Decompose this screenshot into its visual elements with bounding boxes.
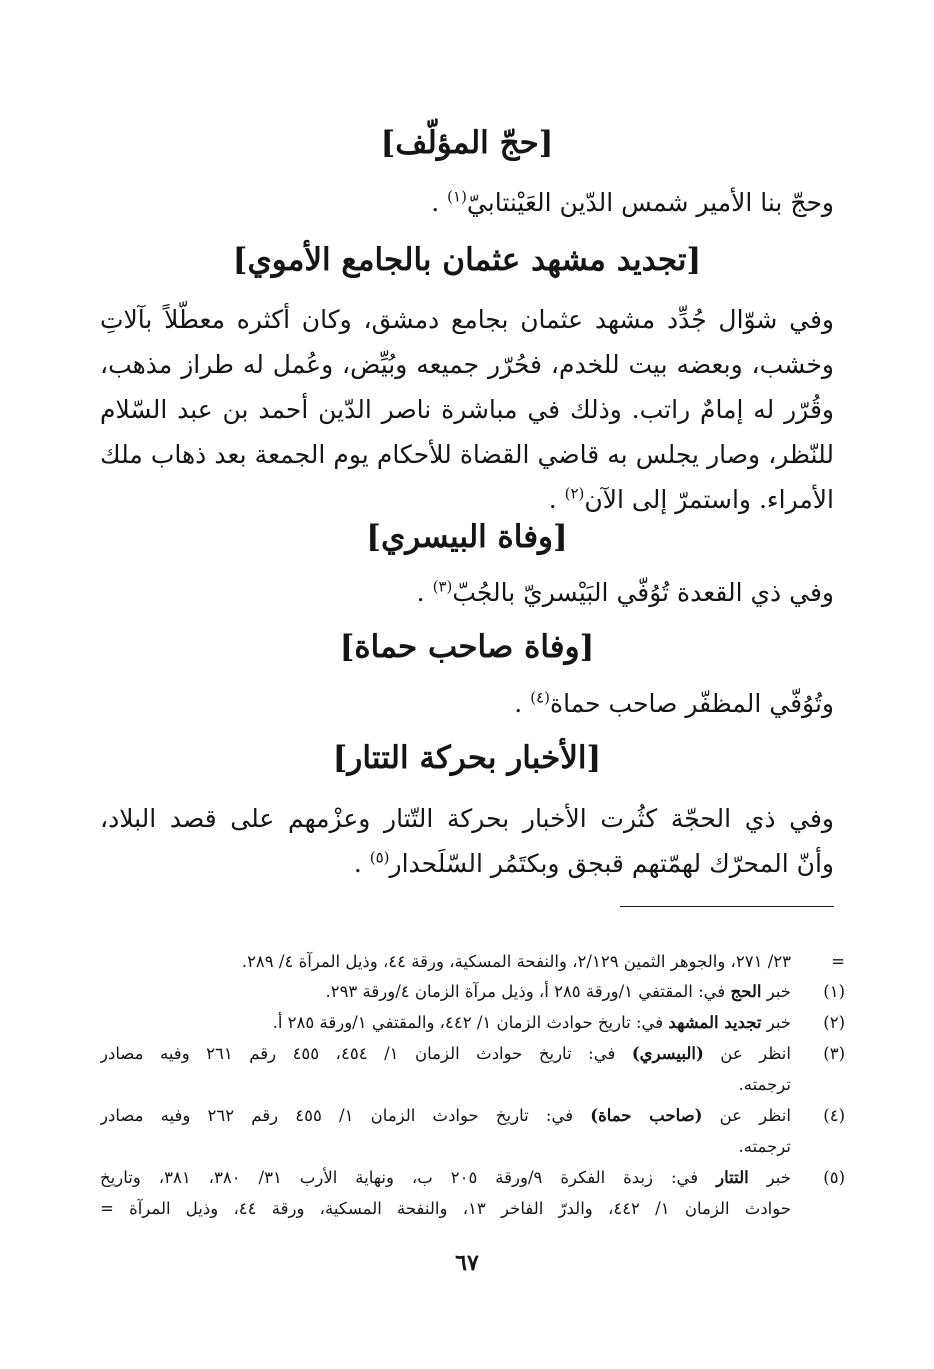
paragraph-line: وفي ذي الحجّة كثُرت الأخبار بحركة التّتار وعزْمهم على قصد البلاد، bbox=[100, 804, 834, 833]
footnote-text: انظر عن (البيسري) في: تاريخ حوادث الزمان ١/ ٤٥٤، ٤٥٥ رقم ٢٦١ وفيه مصادر bbox=[100, 1044, 791, 1063]
footnote-4 bbox=[100, 1100, 845, 1162]
section-heading-hama-ruler-death: [وفاة صاحب حماة] bbox=[339, 629, 595, 665]
footnote-3 bbox=[100, 1038, 845, 1100]
section-heading-author-hajj: [حجّ المؤلّف] bbox=[380, 125, 554, 161]
paragraph-baysari-death bbox=[100, 570, 834, 615]
footnote-2 bbox=[100, 1007, 845, 1038]
footnote-ref-4[interactable]: (٤) bbox=[530, 688, 550, 707]
footnote-text: خبر التتار في: زبدة الفكرة ٩/ورقة ٢٠٥ ب، ونهاية الأرب ٣١/ ٣٨٠، ٣٨١، وتاريخ bbox=[100, 1168, 791, 1187]
footnote-text: حوادث الزمان ١/ ٤٤٢، والدرّ الفاخر ١٣، والنفحة المسكية، ورقة ٤٤، وذيل المرآة = bbox=[100, 1199, 791, 1218]
paragraph-line: وفي ذي القعدة تُوُفّي البَيْسريّ بالجُبّ$^{(٣)}$ . bbox=[416, 577, 834, 607]
footnote-ref-1[interactable]: (١) bbox=[447, 187, 467, 206]
footnote-text: انظر عن (صاحب حماة) في: تاريخ حوادث الزمان ١/ ٤٥٥ رقم ٢٦٢ وفيه مصادر bbox=[100, 1106, 791, 1125]
section-heading-mashhad-renovation: [تجديد مشهد عثمان بالجامع الأموي] bbox=[232, 242, 702, 278]
footnote-text: ترجمته. bbox=[738, 1075, 791, 1094]
paragraph-line: وحجّ بنا الأمير شمس الدّين العَيْنتابيّ$^{(١)}$ . bbox=[431, 187, 834, 217]
footnote-ref-3[interactable]: (٣) bbox=[432, 577, 453, 596]
footnote-separator bbox=[620, 906, 834, 907]
footnote-number: (٥) bbox=[823, 1168, 845, 1187]
footnote-text: ٢٣/ ٢٧١، والجوهر الثمين ٢/١٢٩، والنفحة المسكية، ورقة ٤٤، وذيل المرآة ٤/ ٢٨٩. bbox=[241, 952, 791, 971]
footnote-number: (١) bbox=[823, 982, 845, 1001]
paragraph-line: وخشب، وبعضه بيت للخدم، فحُرّر جميعه وبُيِّض، وعُمل له طراز مذهب، bbox=[100, 350, 834, 379]
paragraph-line: وتُوُفّي المظفّر صاحب حماة$^{(٤)}$ . bbox=[514, 688, 834, 718]
footnote-1 bbox=[100, 976, 845, 1007]
section-heading-tatar-news: [الأخبار بحركة التتار] bbox=[332, 740, 602, 776]
section-heading-baysari-death: [وفاة البيسري] bbox=[366, 519, 568, 555]
page-number: ٦٧ bbox=[455, 1250, 479, 1276]
footnote-ref-2[interactable]: (٢) bbox=[564, 484, 585, 503]
paragraph-mashhad-renovation bbox=[100, 297, 834, 522]
paragraph-hama-ruler-death bbox=[100, 681, 834, 726]
footnote-continuation bbox=[100, 946, 845, 977]
footnote-5 bbox=[100, 1162, 845, 1224]
footnote-text: ترجمته. bbox=[738, 1137, 791, 1156]
footnote-text: خبر الحج في: المقتفي ١/ورقة ٢٨٥ أ، وذيل مرآة الزمان ٤/ورقة ٢٩٣. bbox=[325, 982, 791, 1001]
paragraph-author-hajj bbox=[100, 180, 834, 225]
footnote-number: (٤) bbox=[823, 1106, 845, 1125]
footnote-text: خبر تجديد المشهد في: تاريخ حوادث الزمان ١/ ٤٤٢، والمقتفي ١/ورقة ٢٨٥ أ. bbox=[272, 1013, 791, 1032]
footnote-number: = bbox=[831, 952, 845, 971]
footnote-number: (٣) bbox=[823, 1044, 845, 1063]
paragraph-line: للنّظر، وصار يجلس به قاضي القضاة للأحكام يوم الجمعة بعد ذهاب ملك bbox=[100, 440, 834, 469]
paragraph-tatar-news bbox=[100, 796, 834, 886]
footnote-ref-5[interactable]: (٥) bbox=[369, 848, 390, 867]
paragraph-line: وفي شوّال جُدِّد مشهد عثمان بجامع دمشق، وكان أكثره معطّلاً بآلاتِ bbox=[100, 305, 834, 334]
paragraph-line: وقُرّر له إمامٌ راتب. وذلك في مباشرة ناصر الدّين أحمد بن عبد السّلام bbox=[100, 395, 834, 424]
footnote-number: (٢) bbox=[823, 1013, 845, 1032]
paragraph-line: الأمراء. واستمرّ إلى الآن$^{(٢)}$ . bbox=[548, 484, 834, 514]
paragraph-line: وأنّ المحرّك لهمّتهم قبجق وبكتَمُر السّلَحدار$^{(٥)}$ . bbox=[353, 848, 834, 878]
